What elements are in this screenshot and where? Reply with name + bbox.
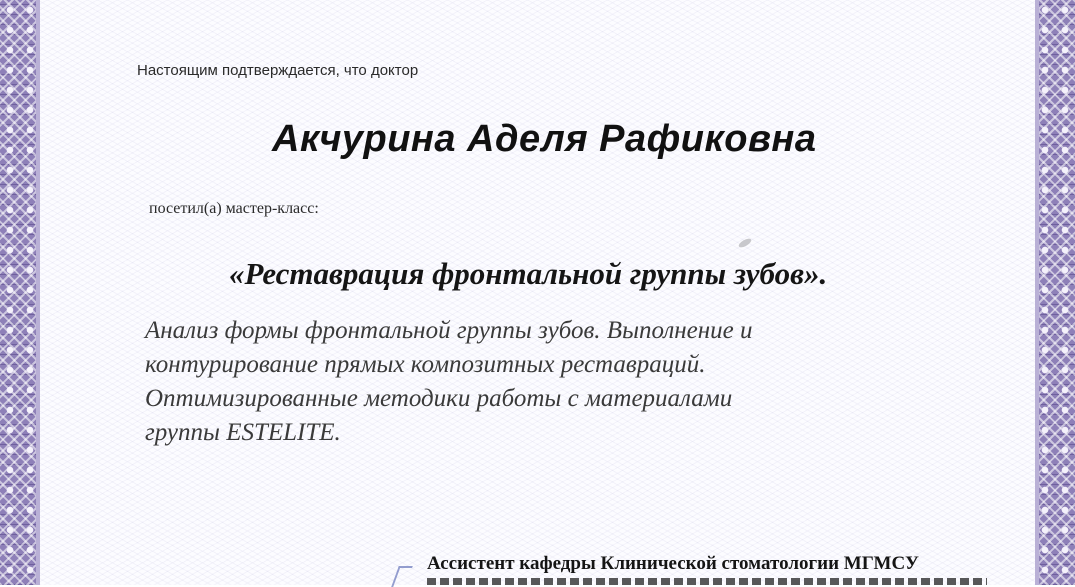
intro-text: Настоящим подтверждается, что доктор bbox=[137, 62, 419, 79]
description-line: группы ESTELITE. bbox=[145, 419, 341, 446]
recipient-name: Акчурина Аделя Рафиковна bbox=[272, 118, 817, 160]
description-line: Анализ формы фронтальной группы зубов. Выполнение и bbox=[145, 317, 753, 344]
course-description bbox=[145, 314, 753, 450]
description-line: контурирование прямых композитных реставраций. bbox=[145, 351, 706, 378]
attended-label: посетил(а) мастер-класс: bbox=[149, 200, 319, 217]
right-decorative-border bbox=[1035, 0, 1075, 585]
description-line: Оптимизированные методики работы с материалами bbox=[145, 385, 733, 412]
signer-title: Ассистент кафедры Клинической стоматологии МГМСУ bbox=[427, 553, 919, 574]
signer-name-cut-off bbox=[427, 578, 987, 585]
left-decorative-border bbox=[0, 0, 40, 585]
certificate-paper bbox=[40, 0, 1035, 585]
course-title: «Реставрация фронтальной группы зубов». bbox=[229, 256, 828, 291]
